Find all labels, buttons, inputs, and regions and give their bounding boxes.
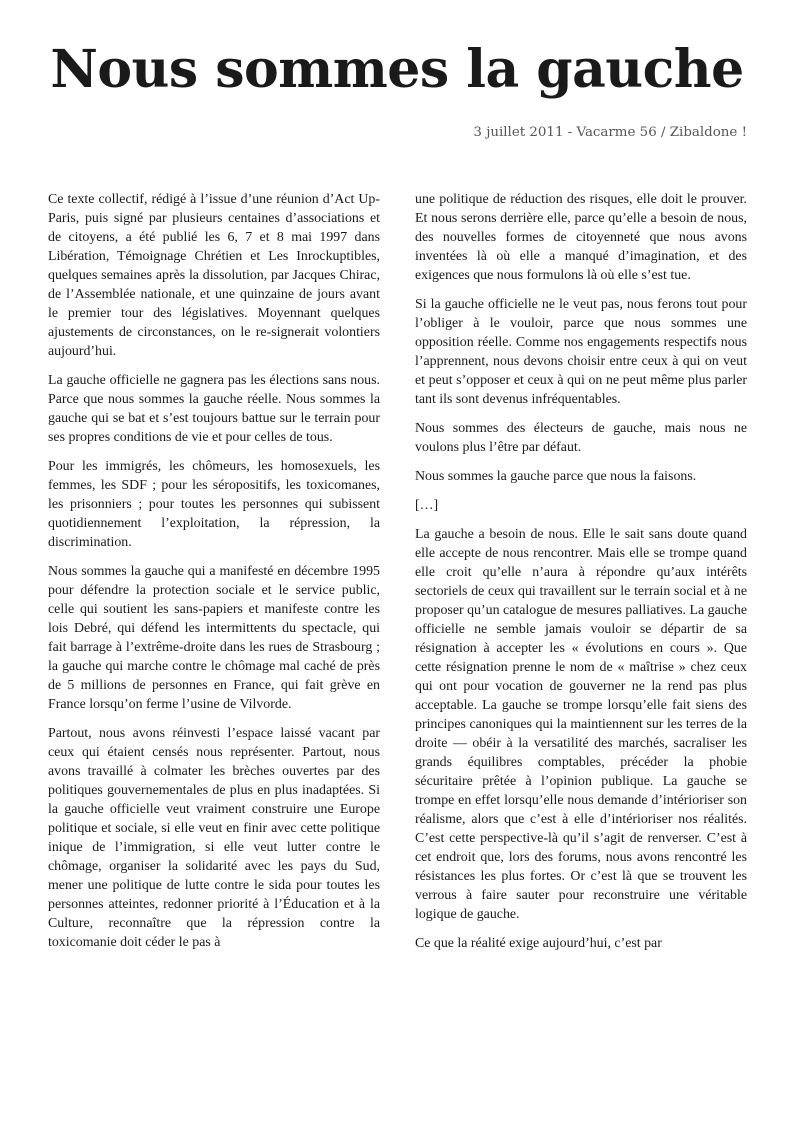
- paragraph: […]: [415, 498, 439, 513]
- paragraph: Nous sommes la gauche parce que nous la faisons.: [415, 469, 697, 484]
- paragraph: Partout, nous avons réinvesti l’espace laissé vacant par ceux qui étaient censés nous représenter. Partout, nous avons travaillé à colmater les brèches ouvertes par des politiques gouvernementales de plus en plus inadaptées. Si la gauche officielle veut vraiment construire une Europe politique et sociale, si elle veut en finir avec cette politique inique de l’immigration, si elle veut lutter contre le chômage, organiser la solidarité avec les pays du Sud, mener une politique de lutte contre le sida pour toutes les personnes atteintes, redonner priorité à l’Éducation et à la Culture, reconnaître que la répression contre la toxicomanie doit céder le pas à: [48, 726, 380, 950]
- paragraph: Ce texte collectif, rédigé à l’issue d’une réunion d’Act Up-Paris, puis signé par plusieurs centaines d’associations et de citoyens, a été publié les 6, 7 et 8 mai 1997 dans Libération, Témoignage Chrétien et Les Inrockuptibles, quelques semaines après la dissolution, par Jacques Chirac, de l’Assemblée nationale, et une quinzaine de jours avant le premier tour des législatives. Moyennant quelques ajustements de circonstances, on le re-signerait volontiers aujourd’hui.: [48, 192, 380, 359]
- paragraph: Si la gauche officielle ne le veut pas, nous ferons tout pour l’obliger à le vouloir, parce que nous sommes une opposition réelle. Comme nos engagements respectifs nous l’apprennent, nous devons choisir entre ceux à qui on veut et peut s’opposer et ceux à qui on ne peut même plus parler tant ils sont devenus infréquentables.: [415, 297, 747, 407]
- paragraph: La gauche a besoin de nous. Elle le sait sans doute quand elle accepte de nous rencontrer. Mais elle se trompe quand elle croit qu’elle n’aura à répondre qu’aux intérêts sectoriels de ceux qui travaillent sur le terrain social et à ne proposer qu’un catalogue de mesures palliatives. La gauche officielle ne semble jamais vouloir se départir de sa résignation à accepter les « évolutions en cours ». Que cette résignation prenne le nom de « maîtrise » chez ceux qui ont pour vocation de gouverner ne la rend pas plus acceptable. La gauche se trompe lorsqu’elle fait siens des principes canoniques qui la maintiennent sur les terres de la droite — obéir à la versatilité des marchés, sacraliser les grands équilibres comptables, précéder la phobie sécuritaire prêtée à l’opinion publique. La gauche se trompe en effet lorsqu’elle nous demande d’intérioriser son réalisme, alors que c’est à elle d’intérioriser nos réalités. C’est cette perspective-là qu’il s’agit de renverser. C’est à cet endroit que, lors des forums, nous avons rencontré les résistances les plus fortes. Or c’est là que se trouvent les verrous à faire sauter pour reconstruire une véritable logique de gauche.: [415, 527, 747, 922]
- left-column: [48, 190, 380, 962]
- paragraph: une politique de réduction des risques, elle doit le prouver. Et nous serons derrière elle, parce qu’elle a besoin de nous, des nouvelles formes de citoyenneté que nous avons inventées là où elle a manqué d’imagination, et des exigences que nous formulons là où elle s’est tue.: [415, 192, 747, 283]
- paragraph: Nous sommes des électeurs de gauche, mais nous ne voulons plus l’être par défaut.: [415, 421, 747, 455]
- page-title: Nous sommes la gauche: [50, 39, 744, 100]
- paragraph: Nous sommes la gauche qui a manifesté en décembre 1995 pour défendre la protection sociale et le service public, celle qui soutient les sans-papiers et manifeste contre les lois Debré, qui défend les intermittents du spectacle, qui fait barrage à l’extrême-droite dans les rues de Strasbourg ; la gauche qui marche contre le chômage mal caché de près de 5 millions de personnes en France, qui fait grève en France lorsqu’on ferme l’usine de Vilvorde.: [48, 564, 380, 712]
- article-byline: 3 juillet 2011 - Vacarme 56 / Zibaldone !: [473, 125, 747, 140]
- paragraph: Pour les immigrés, les chômeurs, les homosexuels, les femmes, les SDF ; pour les séropositifs, les toxicomanes, les prisonniers ; pour toutes les personnes qui subissent quotidiennement l’exploitation, la répression, la discrimination.: [48, 459, 380, 550]
- right-column: [415, 190, 747, 963]
- paragraph: Ce que la réalité exige aujourd’hui, c’est par: [415, 936, 662, 951]
- paragraph: La gauche officielle ne gagnera pas les élections sans nous. Parce que nous sommes la gauche réelle. Nous sommes la gauche qui se bat et s’est toujours battue sur le terrain pour ses propres conditions de vie et pour celles de tous.: [48, 373, 380, 445]
